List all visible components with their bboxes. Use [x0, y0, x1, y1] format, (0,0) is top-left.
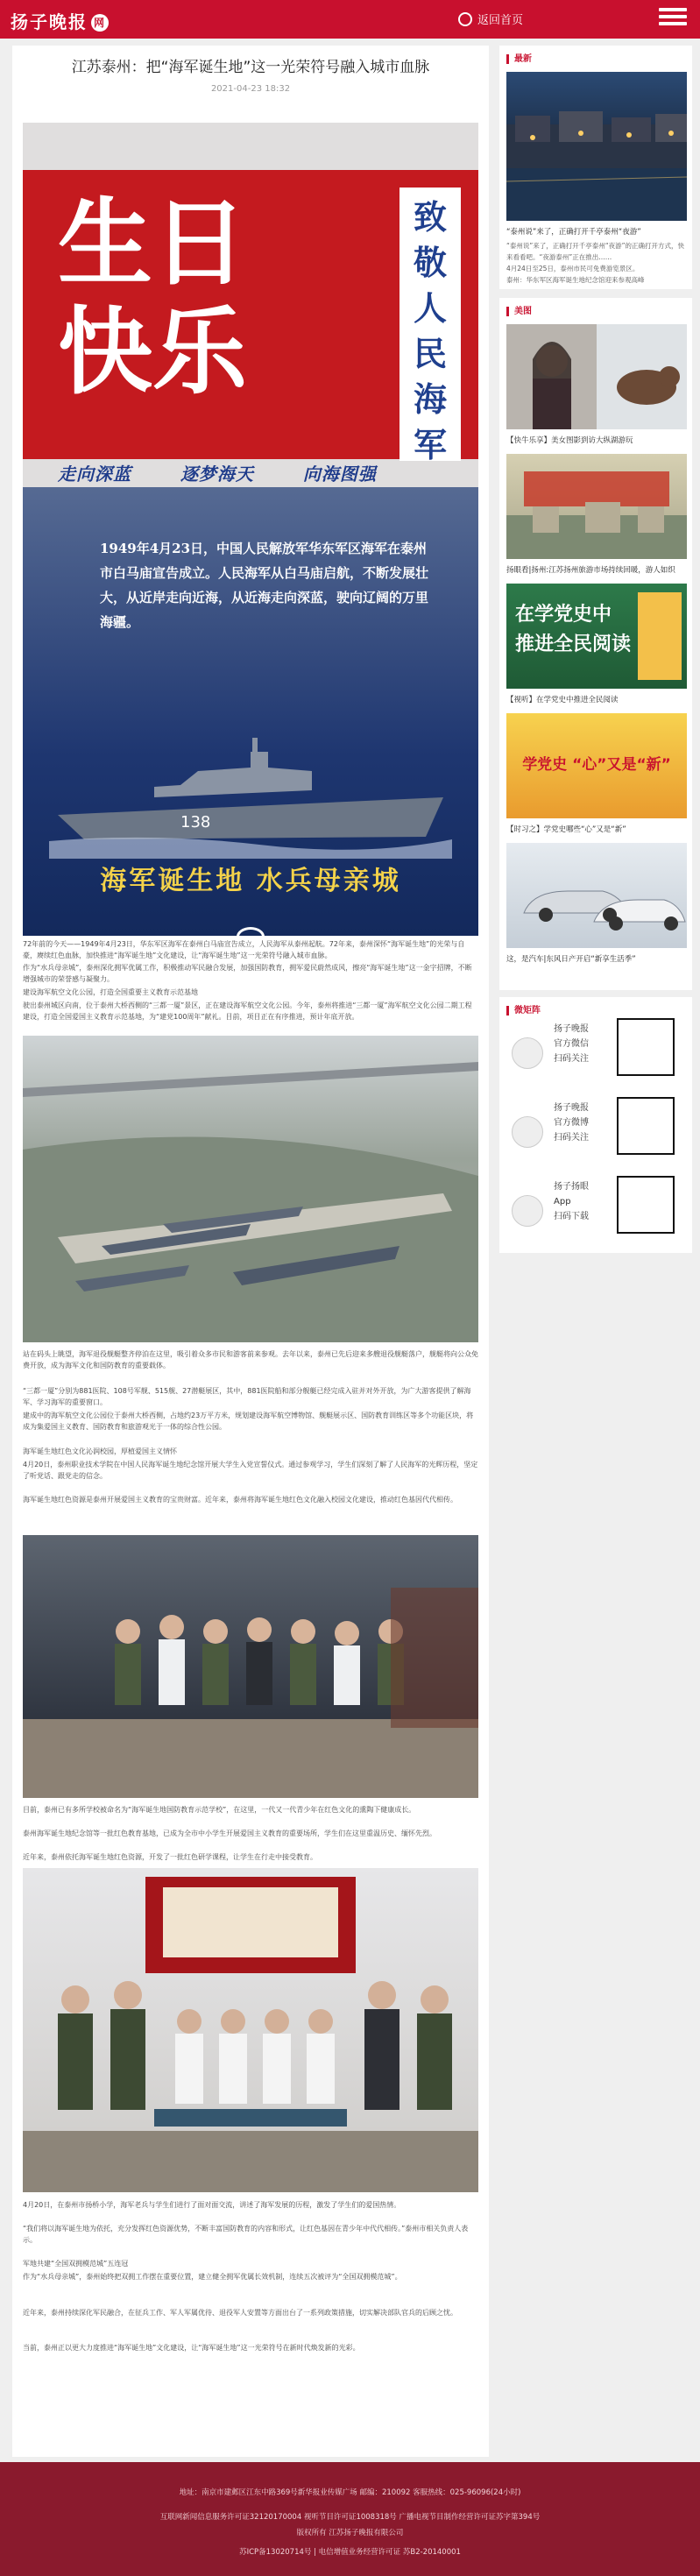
paragraph-4: 驶出泰州城区向南，位于泰州大桥西侧的“三都一厦”景区，正在建设海军航空文化公园。今年，泰州将推进“三都一厦”海军航空文化公园二期工程建设，打造全国爱国主义教育示范基地，为“建党100周年”献礼。目前，项目正在有序推进，预计年底开放。 [23, 1001, 472, 1021]
qr-label-3-line1: 扬子扬眼 [554, 1182, 589, 1192]
qr-label-1 [554, 1022, 589, 1066]
paragraph-15: “我们将以海军诞生地为依托，充分发挥红色资源优势，不断丰富国防教育的内容和形式，让红色基因在青少年中代代相传。”泰州市相关负责人表示。 [23, 2225, 469, 2244]
app-icon [512, 1195, 543, 1227]
books-graphic [638, 592, 682, 680]
footer-license: 互联网新闻信息服务许可证32120170004 视听节目许可证1008318号 广播电视节目制作经营许可证苏字第394号 [159, 2513, 541, 2522]
wechat-icon [512, 1037, 543, 1069]
ships-aerial-photo [23, 1036, 478, 1342]
paragraph-7: 建成中的海军航空文化公园位于泰州大桥西侧，占地约23万平方米，规划建设海军航空博物馆、舰艇展示区、国防教育训练区等多个功能区块，将成为集爱国主义教育、国防教育和旅游观光于一体的综合性公园。 [23, 1412, 474, 1431]
sidebar-beauty [499, 298, 692, 990]
paragraph-13: 近年来，泰州依托海军诞生地红色资源，开发了一批红色研学课程，让学生在行走中接受教育。 [23, 1853, 317, 1861]
latest-summary-1: “泰州说”来了，正确打开千亭泰州“夜游”的正确打开方式，快来看看吧。“夜游泰州”正在推出…… [506, 242, 685, 261]
footer-icp[interactable]: 苏ICP备13020714号 | 电信增值业务经营许可证 苏B2-20140001 [239, 2548, 461, 2557]
latest-thumbnail[interactable] [506, 72, 687, 221]
poster-slogan-row [58, 460, 461, 485]
oath-ceremony-illustration [23, 1535, 478, 1798]
site-logo[interactable] [11, 8, 109, 33]
qr-label-2-line1: 扬子晚报 [554, 1103, 589, 1113]
paragraph-9: 4月20日，泰州职业技术学院在中国人民海军诞生地纪念馆开展大学生入党宣誓仪式。通过参观学习，学生们深刻了解了人民海军的光辉历程，坚定了听党话、跟党走的信念。 [23, 1461, 478, 1480]
beauty-thumbnail-3[interactable] [506, 584, 687, 689]
paragraph-11: 目前，泰州已有多所学校被命名为“海军诞生地国防教育示范学校”，在这里，一代又一代青少年在红色文化的熏陶下健康成长。 [23, 1806, 416, 1814]
paragraph-8: 海军诞生地红色文化沁润校园，厚植爱国主义情怀 [23, 1447, 177, 1455]
school-group-illustration [23, 1868, 478, 2192]
qr-label-3 [554, 1179, 589, 1224]
slogan-2: 逐梦海天 [180, 464, 254, 485]
beauty-thumbnail-2[interactable] [506, 454, 687, 559]
paragraph-12: 泰州海军诞生地纪念馆等一批红色教育基地，已成为全市中小学生开展爱国主义教育的重要场所，学生们在这里重温历史、缅怀先烈。 [23, 1829, 436, 1837]
qr-code-2 [617, 1097, 675, 1155]
latest-summary-3: 泰州：华东军区海军诞生地纪念馆迎来参观高峰 [506, 276, 645, 284]
poster-big-text-1: 生日 [58, 188, 248, 299]
slogan-1: 走向深蓝 [58, 464, 131, 485]
ships-aerial-illustration [23, 1036, 478, 1342]
paragraph-18: 近年来，泰州持续深化军民融合，在征兵工作、军人军属优待、退役军人安置等方面出台了一系列政策措施，切实解决部队官兵的后顾之忧。 [23, 2309, 457, 2317]
paragraph-2: 作为“水兵母亲城”，泰州深化拥军优属工作，积极推动军民融合发展，加强国防教育，拥军爱民蔚然成风，擦亮“海军诞生地”这一金字招牌，不断增强城市的荣誉感与凝聚力。 [23, 964, 472, 983]
beauty-caption-1[interactable]: 【快牛乐享】美女图影到访大纵湖游玩 [506, 436, 633, 445]
portrait-animal-illustration [506, 324, 687, 429]
paragraph-17: 作为“水兵母亲城”，泰州始终把双拥工作摆在重要位置，建立健全拥军优属长效机制，连续五次被评为“全国双拥模范城”。 [23, 2273, 402, 2281]
beauty-caption-4[interactable]: 【时习之】学党史哪些“心”又是“新” [506, 825, 626, 834]
footer-address: 地址：南京市建邺区江东中路369号新华报业传媒广场 邮编：210092 客服热线：025-96096(24小时) [179, 2488, 521, 2497]
cars-illustration [506, 843, 687, 948]
home-link[interactable] [458, 11, 523, 27]
weibo-icon [512, 1116, 543, 1148]
article-container [12, 46, 489, 2457]
site-footer [0, 2462, 700, 2576]
latest-summary-2: 4月24日至25日，泰州市民可免费游览景区。 [506, 265, 640, 272]
home-icon [458, 12, 472, 26]
qr-code-1 [617, 1018, 675, 1076]
paragraph-10: 海军诞生地红色资源是泰州开展爱国主义教育的宝贵财富。近年来，泰州将海军诞生地红色文化融入校园文化建设，推动红色基因代代相传。 [23, 1496, 457, 1504]
night-town-illustration [506, 72, 687, 221]
logo-badge: 网 [91, 14, 109, 32]
beauty-caption-5[interactable]: 这，是汽车|东风日产开启“新享生活季” [506, 955, 636, 964]
qr-label-2-line3: 扫码关注 [554, 1133, 589, 1143]
top-bar [0, 0, 700, 39]
beauty-thumbnail-5[interactable] [506, 843, 687, 948]
beauty-title: 美图 [506, 307, 532, 316]
qr-label-3-line3: 扫码下载 [554, 1212, 589, 1221]
qr-code-3 [617, 1176, 675, 1234]
poster-seal [224, 927, 277, 936]
school-group-photo [23, 1868, 478, 2192]
warship-illustration [49, 736, 452, 859]
qr-label-1-line2: 官方微信 [554, 1039, 589, 1049]
beauty-thumbnail-4[interactable] [506, 713, 687, 818]
qr-label-2 [554, 1100, 589, 1145]
poster3-line1: 在学党史中 [515, 604, 612, 626]
paragraph-16: 军地共建“全国双拥模范城”五连冠 [23, 2260, 129, 2268]
paragraph-6: “三都一厦”分别为881医院、108号军舰、515舰、27潜艇展区，其中，881医院船和部分舰艇已经完成入驻并对外开放，为广大游客提供了解海军、学习海军的重要窗口。 [23, 1387, 471, 1406]
poster-bottom-slogan: 海军诞生地 水兵母亲城 [100, 866, 401, 896]
latest-caption[interactable]: “泰州说”来了，正确打开千亭泰州“夜游” [506, 228, 641, 237]
city-banner-illustration [506, 454, 687, 559]
wechat-title: 微矩阵 [506, 1006, 541, 1016]
sidebar-wechat-matrix [499, 997, 692, 1253]
qr-label-2-line2: 官方微博 [554, 1118, 589, 1128]
beauty-caption-3[interactable]: 【视听】在学党史中推进全民阅读 [506, 696, 619, 704]
beauty-thumbnail-1[interactable] [506, 324, 687, 429]
paragraph-1: 72年前的今天——1949年4月23日，华东军区海军在泰州白马庙宣告成立，人民海军从泰州起航。72年来，泰州深怀“海军诞生地”的光荣与自豪，赓续红色血脉，加快推进“海军诞生地”文化建设，让“海军诞生地”这一光荣符号融入城市血脉。 [23, 940, 465, 959]
ship-number: 138 [180, 813, 211, 832]
beauty-caption-2[interactable]: 扬眼看|扬州:江苏扬州旅游市场持续回暖，游人如织 [506, 566, 675, 575]
paragraph-3: 建设海军航空文化公园，打造全国重要主义教育示范基地 [23, 988, 198, 996]
poster4-line: 学党史 “心”又是“新” [522, 756, 671, 774]
qr-label-1-line3: 扫码关注 [554, 1054, 589, 1064]
seal-icon [237, 927, 265, 936]
poster-paragraph: 1949年4月23日，中国人民解放军华东军区海军在泰州市白马庙宣告成立。人民海军从白马庙启航，不断发展壮大，从近岸走向近海，从近海走向深蓝，驶向辽阔的万里海疆。 [100, 541, 429, 630]
oath-ceremony-photo [23, 1535, 478, 1798]
article-date: 2021-04-23 18:32 [210, 84, 291, 94]
paragraph-14: 4月20日，在泰州市扬桥小学，海军老兵与学生们进行了面对面交流，讲述了海军发展的历程，激发了学生们的爱国热情。 [23, 2201, 401, 2209]
menu-icon[interactable] [659, 8, 687, 31]
article-title: 江苏泰州：把“海军诞生地”这一光荣符号融入城市血脉 [71, 59, 430, 76]
paragraph-5: 站在码头上眺望，海军退役舰艇整齐停泊在这里，吸引着众多市民和游客前来参观。去年以来，泰州已先后迎来多艘退役舰艇落户，舰艇将向公众免费开放，成为海军文化和国防教育的重要载体。 [23, 1350, 478, 1369]
sidebar-latest [499, 46, 692, 289]
footer-copyright: 版权所有 江苏扬子晚报有限公司 [296, 2529, 404, 2537]
poster-big-text-2: 快乐 [58, 297, 248, 407]
home-label: 返回首页 [477, 14, 524, 27]
slogan-3: 向海图强 [302, 464, 377, 485]
latest-title: 最新 [506, 54, 532, 64]
paragraph-19: 当前，泰州正以更大力度推进“海军诞生地”文化建设，让“海军诞生地”这一光荣符号在新时代焕发新的光彩。 [23, 2344, 360, 2352]
qr-label-1-line1: 扬子晚报 [554, 1024, 589, 1034]
navy-day-poster [23, 123, 478, 936]
logo-text: 扬子晚报 [11, 11, 88, 32]
poster-vertical-text: 致敬人民海军 [413, 197, 447, 464]
poster3-line2: 推进全民阅读 [515, 633, 632, 655]
qr-label-3-line2: App [554, 1197, 571, 1207]
